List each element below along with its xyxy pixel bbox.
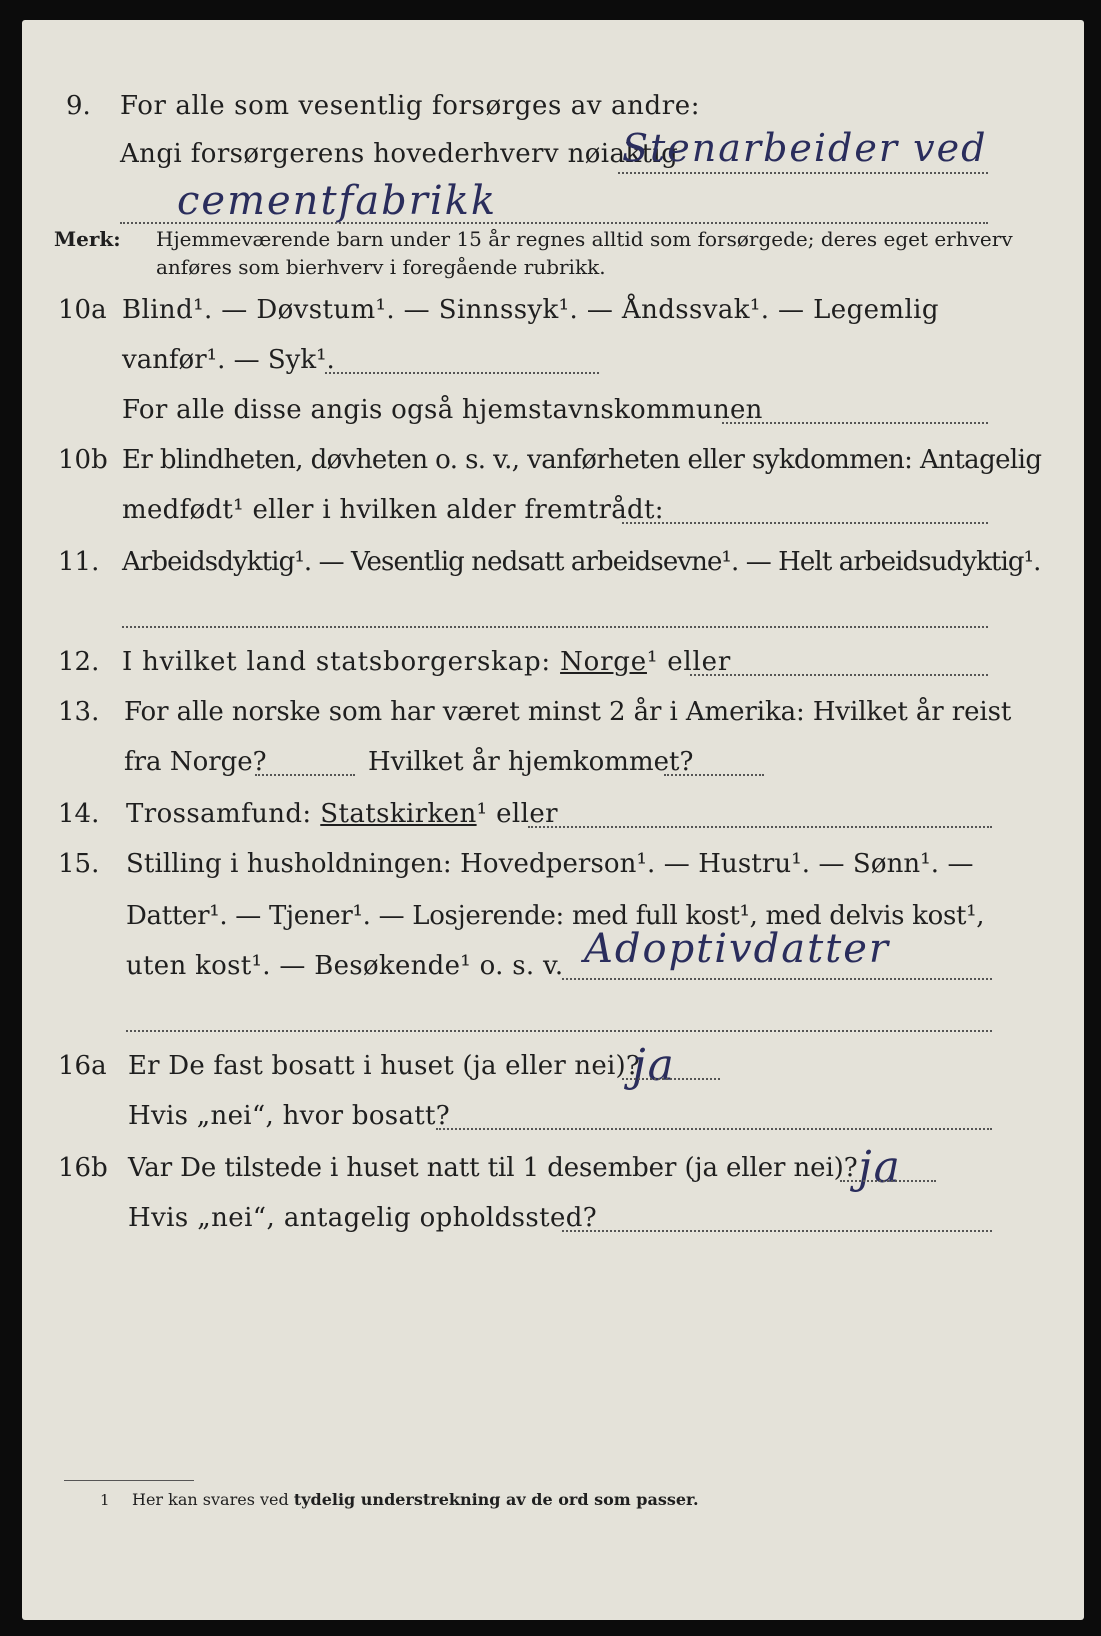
q10a-line3: For alle disse angis også hjemstavnskommunen bbox=[122, 395, 763, 425]
q10a-line1: Blind¹. — Døvstum¹. — Sinnssyk¹. — Åndssvak¹. — Legemlig bbox=[122, 295, 939, 325]
q10a-kommune-line bbox=[722, 422, 988, 424]
footnote-text-b: tydelig understrekning av de ord som passer. bbox=[293, 1490, 699, 1509]
q16b-opholdssted-line bbox=[562, 1230, 992, 1232]
q12-prefix: I hvilket land statsborgerskap: bbox=[122, 647, 551, 677]
q13-reist-line bbox=[255, 774, 355, 776]
q9-number: 9. bbox=[66, 91, 91, 121]
q9-handwritten-answer-2: cementfabrikk bbox=[177, 178, 498, 224]
q13-hjemkommet-line bbox=[664, 774, 764, 776]
q9-line2: Angi forsørgerens hovederhverv nøiaktig bbox=[120, 139, 679, 169]
q12-suffix: ¹ eller bbox=[646, 647, 732, 677]
q9-line1: For alle som vesentlig forsørges av andre: bbox=[120, 91, 701, 121]
footnote-text bbox=[132, 1490, 699, 1510]
q15-line3: uten kost¹. — Besøkende¹ o. s. v. bbox=[126, 951, 564, 981]
q15-line2: Datter¹. — Tjener¹. — Losjerende: med full kost¹, med delvis kost¹, bbox=[126, 901, 985, 931]
footnote-rule bbox=[64, 1480, 194, 1481]
q14-number: 14. bbox=[58, 799, 100, 829]
q16a-handwritten-answer: ja bbox=[632, 1040, 676, 1091]
q16b-line2: Hvis „nei“, antagelig opholdssted? bbox=[128, 1203, 598, 1233]
q16a-line1: Er De fast bosatt i huset (ja eller nei)? bbox=[128, 1051, 640, 1081]
q15-line1: Stilling i husholdningen: Hovedperson¹. — Hustru¹. — Sønn¹. — bbox=[126, 849, 974, 879]
q9-answer-line-1 bbox=[618, 172, 988, 174]
q16a-line2: Hvis „nei“, hvor bosatt? bbox=[128, 1101, 450, 1131]
q14-answer-line bbox=[528, 826, 992, 828]
q10a-line2: vanfør¹. — Syk¹. bbox=[122, 345, 335, 375]
q10b-line2: medfødt¹ eller i hvilken alder fremtrådt: bbox=[122, 495, 664, 525]
q15-number: 15. bbox=[58, 849, 100, 879]
q13-line1: For alle norske som har været minst 2 år i Amerika: Hvilket år reist bbox=[124, 697, 1012, 727]
footnote-text-a: Her kan svares ved bbox=[132, 1490, 289, 1509]
census-form-page bbox=[22, 20, 1084, 1620]
q13-line2b: Hvilket år hjemkommet? bbox=[368, 747, 694, 777]
q14-prefix: Trossamfund: bbox=[126, 799, 312, 829]
q14-statskirken: Statskirken bbox=[320, 799, 477, 829]
q12-norge: Norge bbox=[560, 647, 647, 677]
q16a-number: 16a bbox=[58, 1051, 107, 1081]
q10b-line1: Er blindheten, døvheten o. s. v., vanførheten eller sykdommen: Antagelig bbox=[122, 445, 1042, 475]
merk-line2: anføres som bierhverv i foregående rubrikk. bbox=[156, 255, 606, 279]
q15-answer-line-2 bbox=[126, 1030, 992, 1032]
q16a-bosatt-line bbox=[436, 1128, 992, 1130]
q11-line1: Arbeidsdyktig¹. — Vesentlig nedsatt arbeidsevne¹. — Helt arbeidsudyktig¹. bbox=[122, 547, 1041, 577]
merk-label: Merk: bbox=[54, 227, 121, 251]
q10a-number: 10a bbox=[58, 295, 107, 325]
q10a-syk-line bbox=[325, 372, 599, 374]
q14-line bbox=[126, 798, 558, 830]
q16b-line1: Var De tilstede i huset natt til 1 desember (ja eller nei)? bbox=[128, 1153, 858, 1183]
q12-answer-line bbox=[690, 674, 988, 676]
q16a-answer-line bbox=[622, 1078, 720, 1080]
q9-handwritten-answer-1: Stenarbeider ved bbox=[622, 126, 988, 170]
q16b-number: 16b bbox=[58, 1153, 108, 1183]
footnote-mark: 1 bbox=[100, 1491, 110, 1509]
q13-line2a: fra Norge? bbox=[124, 747, 267, 777]
q12-line bbox=[122, 646, 731, 678]
q11-answer-line bbox=[122, 626, 988, 628]
q11-number: 11. bbox=[58, 547, 100, 577]
q15-answer-line-1 bbox=[562, 978, 992, 980]
q16b-answer-line bbox=[840, 1180, 936, 1182]
merk-line1: Hjemmeværende barn under 15 år regnes alltid som forsørgede; deres eget erhverv bbox=[156, 227, 1013, 251]
q10b-answer-line bbox=[622, 522, 988, 524]
q12-number: 12. bbox=[58, 647, 100, 677]
q13-number: 13. bbox=[58, 697, 100, 727]
q16b-handwritten-answer: ja bbox=[858, 1142, 902, 1193]
q14-suffix: ¹ eller bbox=[476, 799, 558, 829]
q10b-number: 10b bbox=[58, 445, 108, 475]
q9-answer-line-2 bbox=[120, 222, 988, 224]
q15-handwritten-answer: Adoptivdatter bbox=[584, 926, 891, 972]
